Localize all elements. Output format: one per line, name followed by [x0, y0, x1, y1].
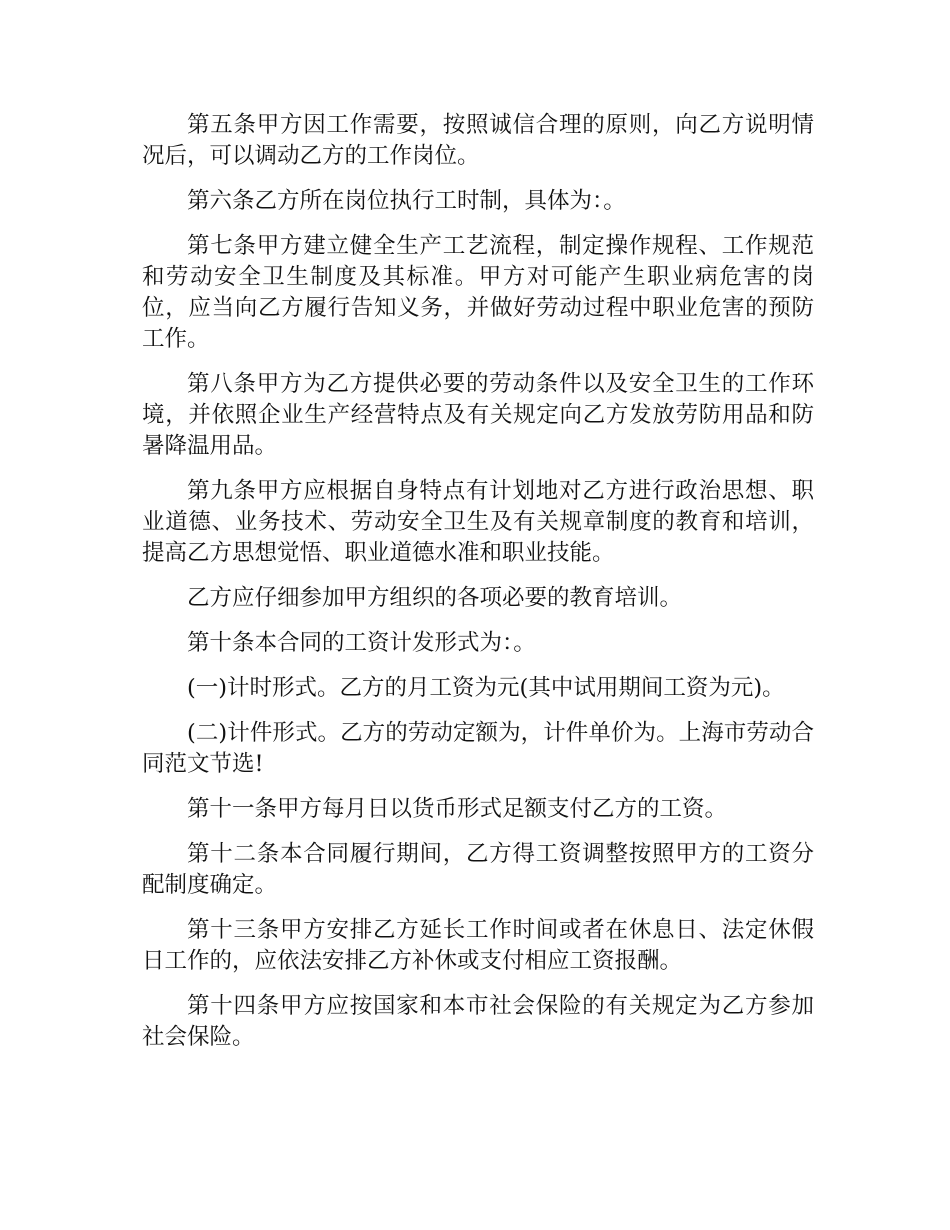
paragraph-piece-rate-pay: (二)计件形式。乙方的劳动定额为，计件单价为。上海市劳动合同范文节选! [142, 720, 814, 777]
paragraph-article-8: 第八条甲方为乙方提供必要的劳动条件以及安全卫生的工作环境，并依照企业生产经营特点及有关规定向乙方发放劳防用品和防暑降温用品。 [142, 371, 814, 459]
paragraph-article-5: 第五条甲方因工作需要，按照诚信合理的原则，向乙方说明情况后，可以调动乙方的工作岗位。 [142, 112, 814, 169]
paragraph-article-11: 第十一条甲方每月日以货币形式足额支付乙方的工资。 [187, 796, 728, 822]
paragraph-article-12: 第十二条本合同履行期间，乙方得工资调整按照甲方的工资分配制度确定。 [142, 841, 814, 898]
paragraph-article-7: 第七条甲方建立健全生产工艺流程，制定操作规程、工作规范和劳动安全卫生制度及其标准。甲方对可能产生职业病危害的岗位，应当向乙方履行告知义务，并做好劳动过程中职业危害的预防工作。 [142, 233, 814, 352]
paragraph-article-10: 第十条本合同的工资计发形式为：。 [187, 630, 536, 656]
paragraph-training-note: 乙方应仔细参加甲方组织的各项必要的教育培训。 [187, 585, 683, 611]
paragraph-time-based-pay: (一)计时形式。乙方的月工资为元(其中试用期间工资为元)。 [187, 675, 785, 701]
paragraph-article-13: 第十三条甲方安排乙方延长工作时间或者在休息日、法定休假日工作的，应依法安排乙方补休或支付相应工资报酬。 [142, 917, 814, 974]
paragraph-article-6: 第六条乙方所在岗位执行工时制，具体为：。 [187, 188, 626, 214]
paragraph-article-9: 第九条甲方应根据自身特点有计划地对乙方进行政治思想、职业道德、业务技术、劳动安全卫生及有关规章制度的教育和培训，提高乙方思想觉悟、职业道德水准和职业技能。 [142, 478, 814, 566]
paragraph-article-14: 第十四条甲方应按国家和本市社会保险的有关规定为乙方参加社会保险。 [142, 993, 814, 1050]
document-body [142, 110, 814, 1067]
